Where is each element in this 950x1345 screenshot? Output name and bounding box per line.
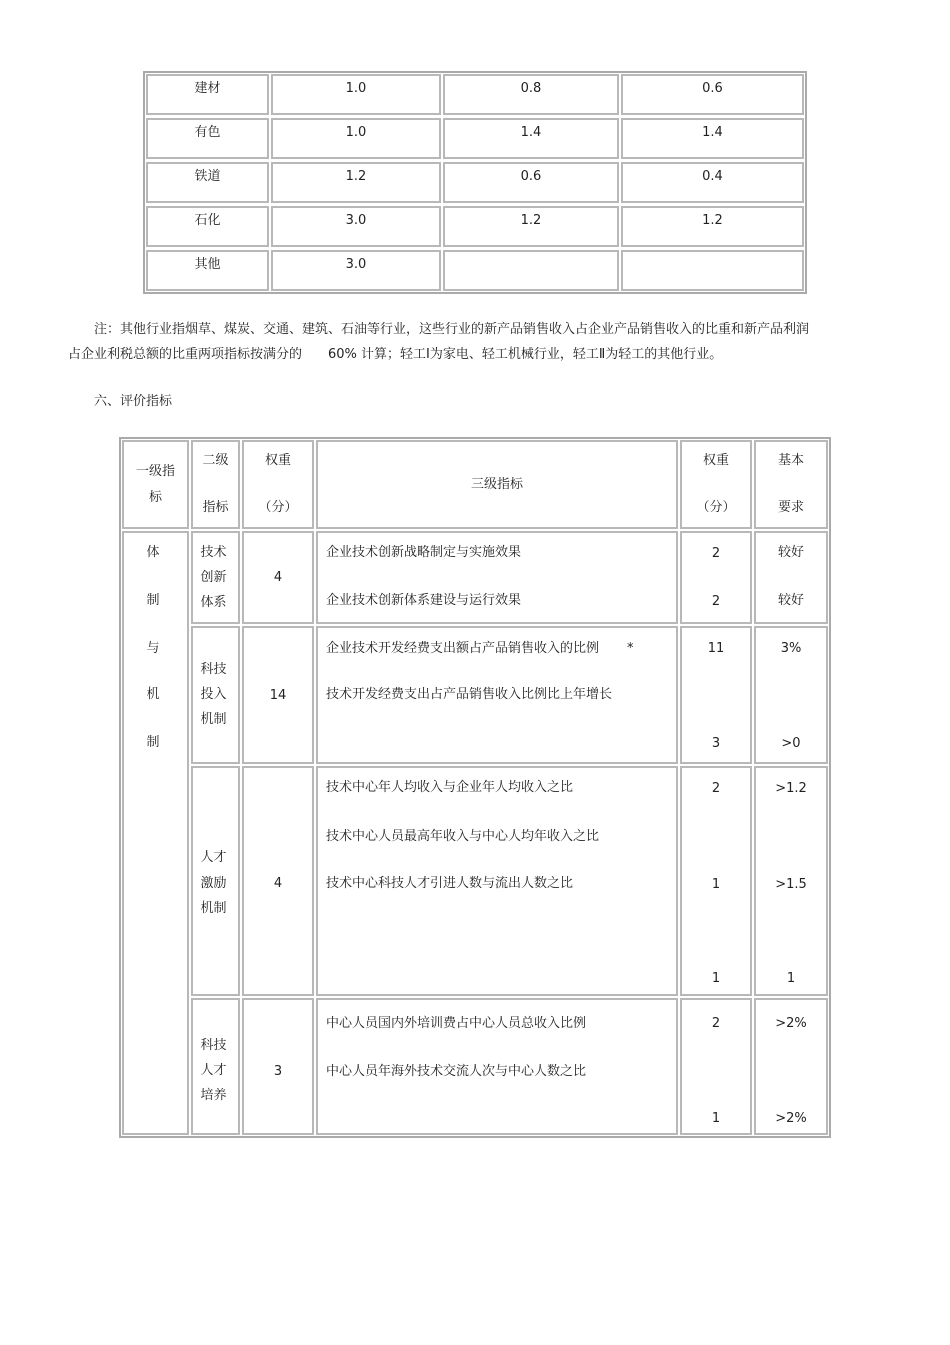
header-level3: 三级指标	[470, 477, 523, 492]
header-level2: 指标	[202, 500, 229, 515]
industry-name: 铁道	[194, 169, 221, 184]
item-requirement: 1	[786, 971, 796, 986]
level2-name: 科技	[200, 1038, 227, 1053]
level2-name: 科技	[200, 662, 227, 677]
header-weight: 权重	[264, 453, 291, 468]
level2-name: 人才	[200, 850, 227, 865]
item-score: 1	[711, 877, 721, 892]
level3-item: 技术中心科技人才引进人数与流出人数之比	[326, 876, 574, 891]
item-requirement: 较好	[777, 545, 804, 560]
coefficient-value: 3.0	[345, 213, 367, 228]
coefficient-value: 3.0	[345, 257, 367, 272]
level2-name: 投入	[200, 687, 227, 702]
item-score: 2	[711, 594, 721, 609]
item-score: 1	[711, 971, 721, 986]
level1-char: 制	[146, 735, 160, 750]
level3-item: 企业技术创新体系建设与运行效果	[326, 593, 522, 608]
header-weight: 权重	[702, 453, 729, 468]
level2-name: 创新	[200, 570, 227, 585]
note-line-2a: 占企业利税总额的比重两项指标按满分的	[68, 347, 303, 362]
industry-name: 有色	[194, 125, 221, 140]
group-weight: 4	[273, 876, 283, 891]
item-requirement: 3%	[780, 641, 802, 656]
item-score: 2	[711, 781, 721, 796]
industry-name: 建材	[194, 81, 221, 96]
item-score: 1	[711, 1111, 721, 1126]
item-score: 3	[711, 736, 721, 751]
industry-name: 其他	[194, 257, 221, 272]
level2-name: 体系	[200, 595, 227, 610]
group-weight: 14	[269, 688, 287, 703]
group-weight: 3	[273, 1064, 283, 1079]
header-level1: 标	[148, 490, 162, 505]
item-requirement: >1.5	[775, 877, 807, 892]
header-level1: 一级指	[135, 464, 175, 479]
item-requirement: >2%	[775, 1016, 807, 1031]
level3-item: 技术开发经费支出占产品销售收入比例比上年增长	[326, 687, 613, 702]
industry-name: 石化	[194, 213, 221, 228]
level3-item: 技术中心年人均收入与企业年人均收入之比	[326, 780, 574, 795]
level3-item: 技术中心人员最高年收入与中心人均年收入之比	[326, 829, 600, 844]
header-weight: （分）	[258, 500, 298, 515]
level2-name: 培养	[200, 1088, 227, 1103]
group-weight: 4	[273, 570, 283, 585]
header-requirement: 基本	[777, 453, 804, 468]
level3-item: 企业技术创新战略制定与实施效果	[326, 545, 522, 560]
level1-char: 体	[146, 545, 160, 560]
item-score: 11	[707, 641, 725, 656]
level2-name: 机制	[200, 901, 227, 916]
header-weight: （分）	[696, 500, 736, 515]
coefficient-value: 1.0	[345, 81, 367, 96]
note-line-1: 注：其他行业指烟草、煤炭、交通、建筑、石油等行业，这些行业的新产品销售收入占企业产品销售收入的比重和新产品利润	[94, 322, 810, 337]
item-requirement: >2%	[775, 1111, 807, 1126]
level3-item: 中心人员年海外技术交流人次与中心人数之比	[326, 1064, 587, 1079]
item-score: 2	[711, 546, 721, 561]
coefficient-value: 0.4	[702, 169, 723, 184]
item-requirement: >1.2	[775, 781, 807, 796]
item-score: 2	[711, 1016, 721, 1031]
coefficient-value: 1.2	[520, 213, 542, 228]
note-line-2b: 60% 计算；轻工Ⅰ为家电、轻工机械行业，轻工Ⅱ为轻工的其他行业。	[328, 347, 723, 362]
item-requirement: 较好	[777, 593, 804, 608]
coefficient-value: 0.8	[520, 81, 542, 96]
level2-name: 人才	[200, 1063, 227, 1078]
level2-name: 技术	[200, 545, 227, 560]
level1-char: 制	[146, 593, 160, 608]
level3-item: 中心人员国内外培训费占中心人员总收入比例	[326, 1016, 587, 1031]
level3-item: 企业技术开发经费支出额占产品销售收入的比例	[326, 641, 600, 656]
header-requirement: 要求	[777, 500, 804, 515]
table-cell	[680, 531, 752, 624]
coefficient-value: 1.2	[702, 213, 723, 228]
level1-cell	[122, 531, 189, 1135]
level2-name: 机制	[200, 712, 227, 727]
header-cell	[122, 440, 189, 529]
coefficient-value: 1.2	[345, 169, 367, 184]
coefficient-value: 1.4	[702, 125, 723, 140]
coefficient-value: 0.6	[520, 169, 542, 184]
asterisk-mark: *	[627, 641, 634, 656]
coefficient-value: 0.6	[702, 81, 723, 96]
table-cell	[621, 250, 804, 291]
level1-char: 与	[146, 641, 160, 656]
header-level2: 二级	[202, 453, 229, 468]
table-cell	[443, 250, 619, 291]
level2-name: 激励	[200, 876, 227, 891]
item-requirement: >0	[781, 736, 801, 751]
section-title: 六、评价指标	[94, 394, 173, 409]
coefficient-value: 1.0	[345, 125, 367, 140]
coefficient-value: 1.4	[520, 125, 542, 140]
level1-char: 机	[146, 687, 160, 702]
